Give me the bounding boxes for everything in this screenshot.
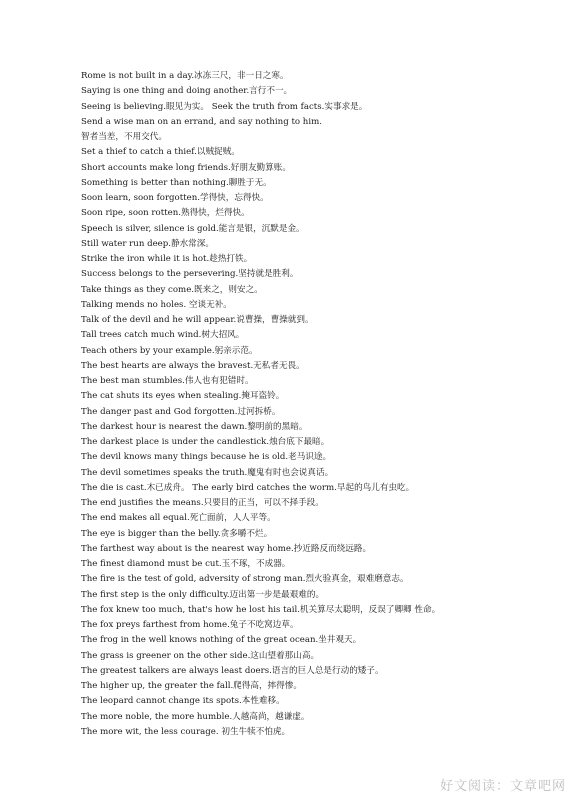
proverb-line: Soon learn, soon forgotten.学得快，忘得快。 bbox=[81, 193, 269, 203]
proverb-line: The eye is bigger than the belly.贪多嚼不烂。 bbox=[81, 528, 273, 539]
proverb-line: Talk of the devil and he will appear.说曹操，曹操就到。 bbox=[81, 315, 314, 325]
proverb-line: The best hearts are always the bravest.无私者无畏。 bbox=[81, 360, 305, 371]
proverb-line: Teach others by your example.躬亲示范。 bbox=[81, 345, 258, 356]
proverb-line: Short accounts make long friends.好朋友勤算账。 bbox=[81, 162, 291, 173]
proverb-line: 智者当差，不用交代。 bbox=[81, 132, 167, 142]
proverb-line: Saying is one thing and doing another.言行不一。 bbox=[81, 86, 293, 97]
proverb-line: The first step is the only difficulty.迈出第一步是最艰难的。 bbox=[81, 589, 325, 600]
proverb-line: Still water run deep.静水常深。 bbox=[81, 238, 214, 249]
proverb-line: The fire is the test of gold, adversity of strong man.烈火验真金，艰难磨意志。 bbox=[81, 574, 409, 585]
proverb-line: The end makes all equal.死亡面前，人人平等。 bbox=[81, 513, 276, 524]
proverb-line: The end justifies the means.只要目的正当，可以不择手段。 bbox=[81, 498, 324, 508]
proverb-line: The fox knew too much, that's how he lost his tail.机关算尽太聪明，反误了卿卿 性命。 bbox=[81, 604, 441, 615]
proverb-line: The darkest hour is nearest the dawn.黎明前的黑暗。 bbox=[81, 421, 308, 432]
proverb-line: The best man stumbles.伟人也有犯错时。 bbox=[81, 376, 254, 386]
proverb-list bbox=[81, 69, 561, 740]
proverb-line: Rome is not built in a day.冰冻三尺，非一日之寒。 bbox=[81, 71, 289, 81]
proverb-line: The darkest place is under the candlestick.烛台底下最暗。 bbox=[81, 437, 330, 447]
proverb-line: Strike the iron while it is hot.趁热打铁。 bbox=[81, 254, 253, 264]
proverb-line: The more wit, the less courage. 初生牛犊不怕虎。 bbox=[81, 726, 291, 737]
proverb-line: Success belongs to the persevering.坚持就是胜利。 bbox=[81, 269, 299, 280]
proverb-line: Talking mends no holes. 空谈无补。 bbox=[81, 299, 232, 310]
proverb-line: The higher up, the greater the fall.爬得高，摔得惨。 bbox=[81, 681, 302, 691]
proverb-line: Something is better than nothing.聊胜于无。 bbox=[81, 177, 272, 188]
proverb-line: The die is cast.木已成舟。 The early bird catches the worm.早起的鸟儿有虫吃。 bbox=[81, 482, 415, 493]
proverb-line: Tall trees catch much wind.树大招风。 bbox=[81, 330, 245, 341]
proverb-line: Soon ripe, soon rotten.熟得快，烂得快。 bbox=[81, 208, 250, 219]
proverb-line: The greatest talkers are always least doers.语言的巨人总是行动的矮子。 bbox=[81, 665, 384, 676]
proverb-line: The fox preys farthest from home.兔子不吃窝边草。 bbox=[81, 620, 299, 630]
proverb-line: The finest diamond must be cut.玉不琢，不成器。 bbox=[81, 559, 291, 569]
proverb-line: The cat shuts its eyes when stealing.掩耳盗铃。 bbox=[81, 391, 285, 402]
proverb-line: Set a thief to catch a thief.以贼捉贼。 bbox=[81, 147, 240, 158]
proverb-line: The farthest way about is the nearest way home.抄近路反而绕远路。 bbox=[81, 543, 372, 554]
proverb-line: The leopard cannot change its spots.本性难移。 bbox=[81, 696, 285, 707]
proverb-line: Take things as they come.既来之，则安之。 bbox=[81, 284, 263, 295]
proverb-line: Send a wise man on an errand, and say nothing to him. bbox=[81, 116, 322, 127]
proverb-line: The grass is greener on the other side.这山望着那山高。 bbox=[81, 650, 320, 661]
proverb-line: Seeing is believing.眼见为实。 Seek the truth from facts.实事求是。 bbox=[81, 101, 368, 112]
proverb-line: The danger past and God forgotten.过河拆桥。 bbox=[81, 406, 281, 417]
proverb-line: The devil sometimes speaks the truth.魔鬼有时也会说真话。 bbox=[81, 467, 334, 478]
proverb-line: The frog in the well knows nothing of the great ocean.坐井观天。 bbox=[81, 635, 362, 646]
proverb-line: The more noble, the more humble.人越高尚，越谦虚。 bbox=[81, 711, 310, 722]
proverb-line: The devil knows many things because he is old.老马识途。 bbox=[81, 452, 332, 463]
proverb-line: Speech is silver, silence is gold.能言是银，沉默是金。 bbox=[81, 223, 305, 234]
site-watermark: 好文阅读：文章吧网 bbox=[439, 779, 566, 794]
